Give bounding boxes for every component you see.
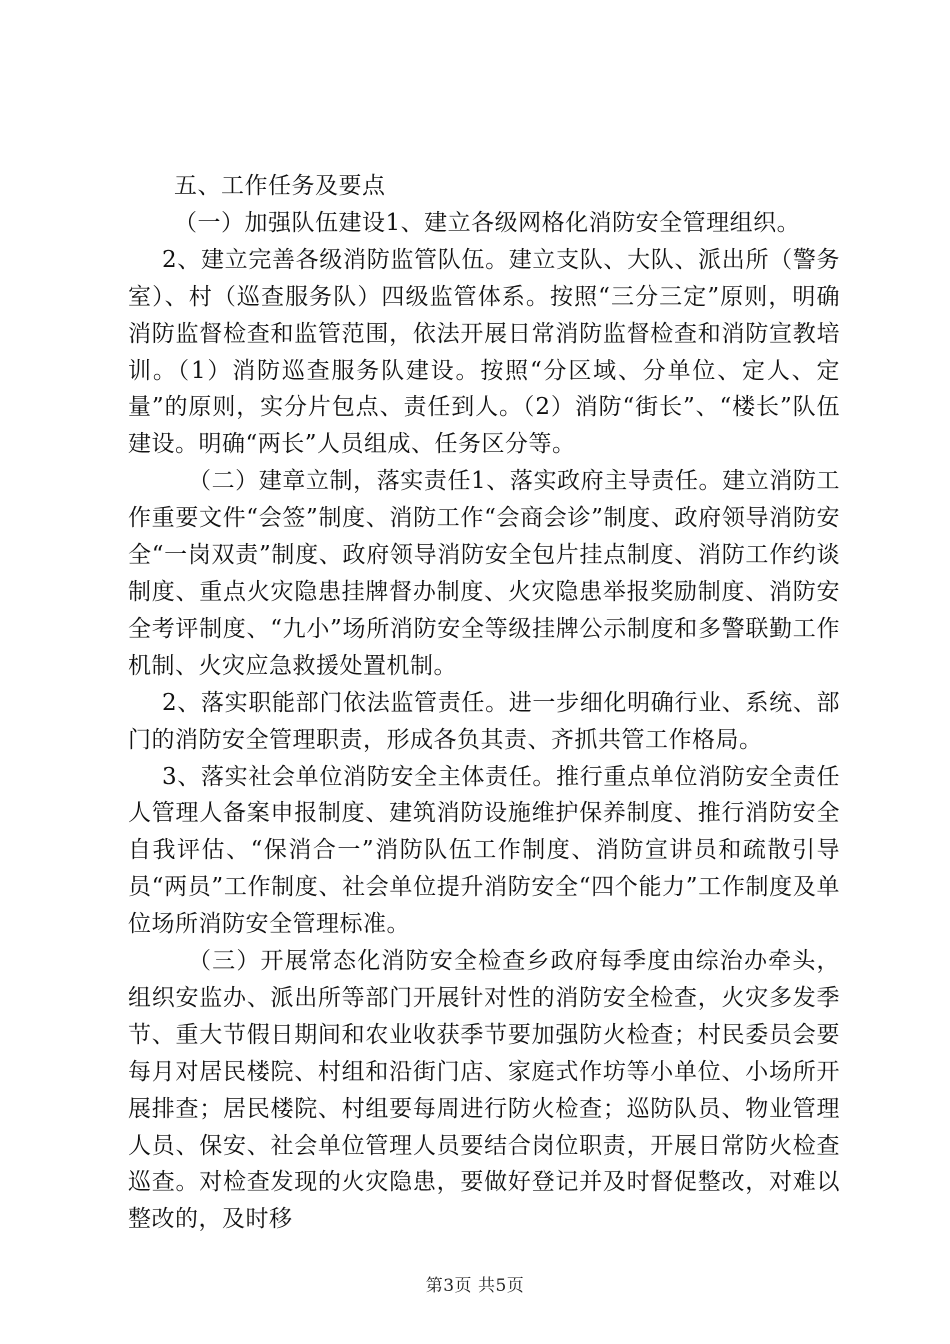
paragraph: 3、落实社会单位消防安全主体责任。推行重点单位消防安全责任人管理人备案申报制度、建筑消防设施维护保养制度、推行消防安全自我评估、“保消合一”消防队伍工作制度、消防宣讲员和疏散引导员“两员”工作制度、社会单位提升消防安全“四个能力”工作制度及单位场所消防安全管理标准。: [128, 763, 840, 938]
section-heading: 五、工作任务及要点: [174, 173, 386, 199]
paragraph: （三）开展常态化消防安全检查乡政府每季度由综治办牵头，组织安监办、派出所等部门开展针对性的消防安全检查，火灾多发季节、重大节假日期间和农业收获季节要加强防火检查；村民委员会要每月对居民楼院、村组和沿街门店、家庭式作坊等小单位、小场所开展排查；居民楼院、村组要每周进行防火检查；巡防队员、物业管理人员、保安、社会单位管理人员要结合岗位职责，开展日常防火检查巡查。对检查发现的火灾隐患，要做好登记并及时督促整改，对难以整改的，及时移: [128, 948, 840, 1233]
paragraph: 2、建立完善各级消防监管队伍。建立支队、大队、派出所（警务室）、村（巡查服务队）四级监管体系。按照“三分三定”原则，明确消防监督检查和监管范围，依法开展日常消防监督检查和消防宣教培训。（1）消防巡查服务队建设。按照“分区域、分单位、定人、定量”的原则，实分片包点、责任到人。（2）消防“街长”、“楼长”队伍建设。明确“两长”人员组成、任务区分等。: [128, 246, 840, 458]
page-number-footer: 第3页 共5页: [425, 1276, 525, 1296]
paragraph: 2、落实职能部门依法监管责任。进一步细化明确行业、系统、部门的消防安全管理职责，形成各负其责、齐抓共管工作格局。: [128, 689, 840, 753]
paragraph: （二）建章立制，落实责任1、落实政府主导责任。建立消防工作重要文件“会签”制度、消防工作“会商会诊”制度、政府领导消防安全“一岗双责”制度、政府领导消防安全包片挂点制度、消防工作约谈制度、重点火灾隐患挂牌督办制度、火灾隐患举报奖励制度、消防安全考评制度、“九小”场所消防安全等级挂牌公示制度和多警联勤工作机制、火灾应急救援处置机制。: [128, 468, 840, 679]
paragraph: （一）加强队伍建设1、建立各级网格化消防安全管理组织。: [174, 209, 801, 236]
document-body: [128, 168, 840, 1238]
